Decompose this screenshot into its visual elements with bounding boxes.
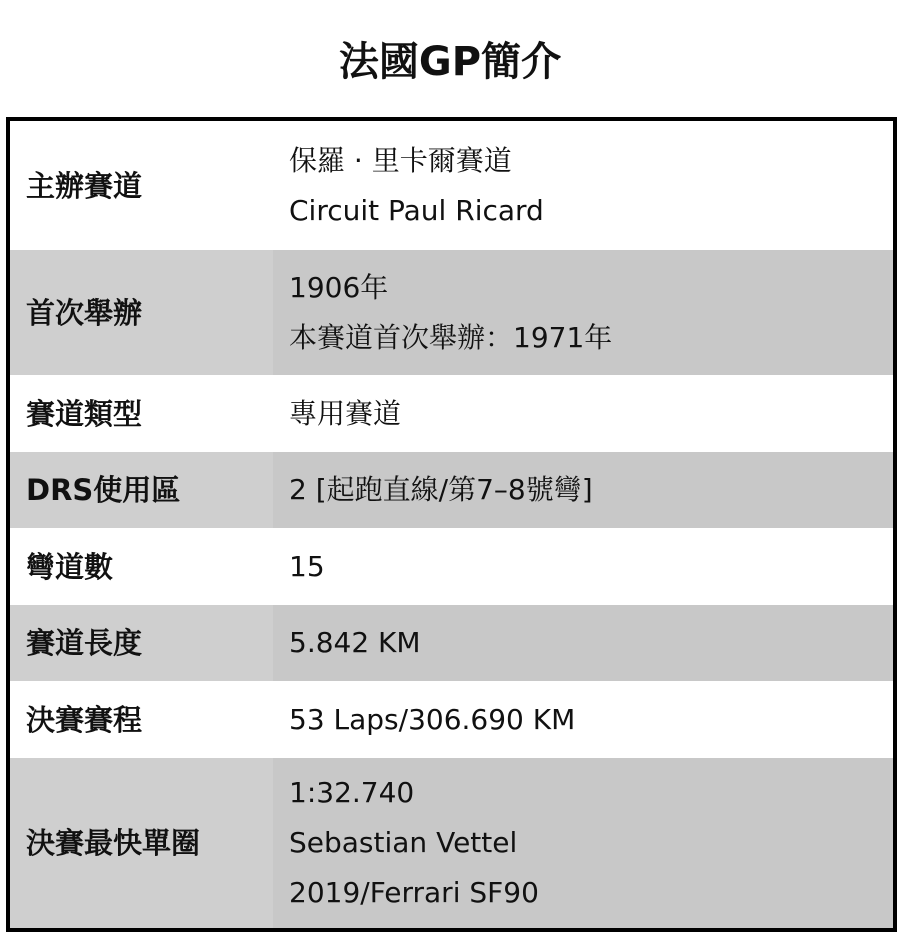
value-line: 2 [起跑直線/第7–8號彎] <box>289 473 593 506</box>
value-line: 專用賽道 <box>289 396 402 430</box>
row-label: 首次舉辦 <box>26 295 143 330</box>
row-label: 決賽賽程 <box>26 702 143 737</box>
value-line: 1:32.740 <box>289 776 415 809</box>
value-line: 本賽道首次舉辦：1971年 <box>289 320 613 354</box>
row-label: 主辦賽道 <box>26 168 143 203</box>
row-circuit-length <box>10 605 893 681</box>
row-turns <box>10 528 893 605</box>
value-line: 5.842 KM <box>289 626 421 659</box>
value-line: 2019/Ferrari SF90 <box>289 876 539 909</box>
row-label: 賽道長度 <box>26 626 143 660</box>
row-first-held <box>10 250 893 375</box>
value-line: 15 <box>289 549 325 583</box>
row-value <box>273 375 893 452</box>
row-value <box>273 605 893 681</box>
row-value <box>273 528 893 605</box>
row-label: 彎道數 <box>26 549 114 584</box>
row-circuit-type <box>10 375 893 452</box>
value-line: 53 Laps/306.690 KM <box>289 702 576 736</box>
value-line: Circuit Paul Ricard <box>289 193 544 227</box>
row-host-circuit <box>10 121 893 250</box>
row-label: 賽道類型 <box>26 396 143 431</box>
value-line: 1906年 <box>289 270 389 304</box>
row-value <box>273 681 893 758</box>
value-line: 保羅 · 里卡爾賽道 <box>289 143 512 177</box>
value-line: Sebastian Vettel <box>289 826 518 859</box>
page-title: 法國GP簡介 <box>338 39 562 85</box>
row-drs-zones <box>10 452 893 528</box>
row-label: 決賽最快單圈 <box>26 826 201 860</box>
row-value <box>273 250 893 375</box>
row-value <box>273 121 893 250</box>
row-fastest-lap <box>10 758 893 928</box>
row-label: DRS使用區 <box>26 473 181 507</box>
info-table <box>6 117 897 932</box>
row-value <box>273 452 893 528</box>
row-race-distance <box>10 681 893 758</box>
row-value <box>273 758 893 928</box>
